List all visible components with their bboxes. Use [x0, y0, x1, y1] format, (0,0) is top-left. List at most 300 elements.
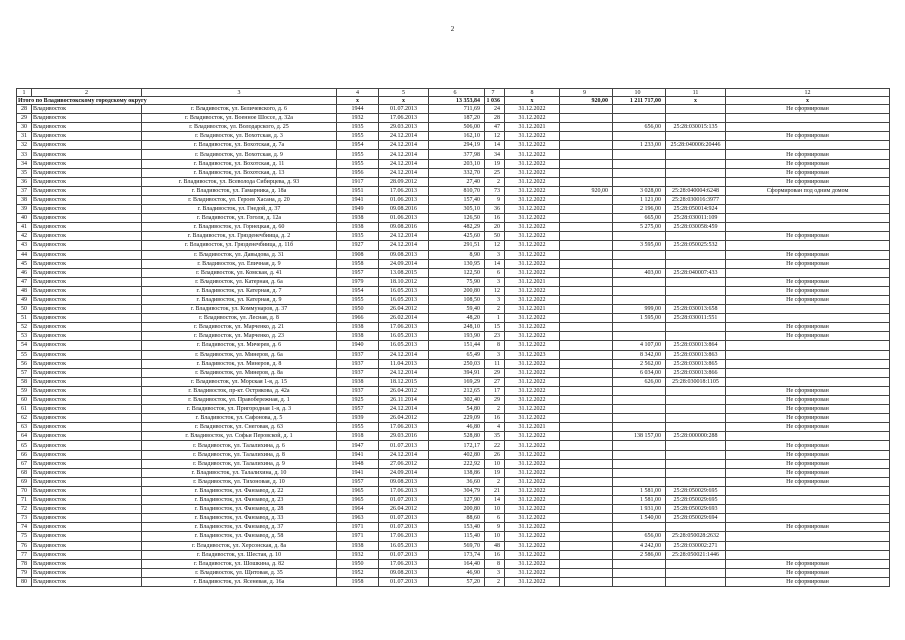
table-cell: Владивосток: [32, 323, 142, 332]
table-cell: 3 595,00: [613, 241, 666, 250]
table-cell: 1941: [337, 195, 379, 204]
table-cell: 153,40: [429, 523, 485, 532]
table-cell: [560, 477, 613, 486]
table-cell: [726, 550, 890, 559]
table-row: [17, 323, 890, 332]
table-cell: 9: [485, 195, 505, 204]
table-cell: г. Владивосток, ул. Горнецкая, д. 60: [142, 223, 337, 232]
table-cell: [560, 214, 613, 223]
table-cell: 16: [485, 214, 505, 223]
table-cell: 32: [17, 141, 32, 150]
table-cell: 222,92: [429, 459, 485, 468]
table-cell: 35: [485, 432, 505, 441]
table-cell: 23: [485, 332, 505, 341]
table-cell: [666, 159, 726, 168]
table-cell: 425,60: [429, 232, 485, 241]
table-cell: [726, 496, 890, 505]
table-cell: 16: [485, 550, 505, 559]
table-cell: 09.08.2013: [379, 568, 429, 577]
table-cell: [666, 105, 726, 114]
table-cell: 20: [485, 223, 505, 232]
table-cell: [726, 123, 890, 132]
table-cell: [560, 286, 613, 295]
table-cell: 17.06.2013: [379, 486, 429, 495]
table-cell: Владивосток: [32, 141, 142, 150]
table-cell: 31.12.2022: [505, 295, 560, 304]
table-cell: [560, 277, 613, 286]
table-cell: г. Владивосток, ул. Марченко, д. 23: [142, 332, 337, 341]
table-row: [17, 459, 890, 468]
table-cell: [560, 568, 613, 577]
table-cell: 4: [337, 89, 379, 97]
table-cell: [613, 332, 666, 341]
table-cell: 19: [485, 468, 505, 477]
table-cell: 24.09.2014: [379, 259, 429, 268]
table-cell: 1958: [337, 259, 379, 268]
table-cell: Владивосток: [32, 132, 142, 141]
table-cell: 31.12.2022: [505, 541, 560, 550]
table-cell: 11.04.2013: [379, 359, 429, 368]
table-cell: г. Владивосток, ул. Талалихина, д. 6: [142, 441, 337, 450]
table-cell: 42: [17, 232, 32, 241]
table-cell: Владивосток: [32, 532, 142, 541]
table-cell: Не сформирован: [726, 459, 890, 468]
table-row: [17, 386, 890, 395]
table-cell: [613, 286, 666, 295]
table-cell: [613, 405, 666, 414]
table-cell: 17.06.2013: [379, 114, 429, 123]
table-cell: Владивосток: [32, 550, 142, 559]
table-row: [17, 368, 890, 377]
table-cell: 17.06.2013: [379, 323, 429, 332]
table-cell: г. Владивосток, ул. Володарского, д. 25: [142, 123, 337, 132]
table-cell: [560, 577, 613, 586]
table-cell: 61: [17, 405, 32, 414]
table-cell: 1 121,00: [613, 195, 666, 204]
table-cell: 31.12.2022: [505, 477, 560, 486]
table-cell: 24.09.2014: [379, 468, 429, 477]
table-cell: Не сформирован: [726, 159, 890, 168]
table-cell: [726, 305, 890, 314]
table-cell: 2: [485, 405, 505, 414]
table-cell: 2: [485, 177, 505, 186]
table-cell: 200,80: [429, 286, 485, 295]
table-row: [17, 396, 890, 405]
table-cell: 250,03: [429, 359, 485, 368]
table-cell: [613, 232, 666, 241]
table-row: [17, 177, 890, 186]
table-cell: г. Владивосток, ул. Фанзавод, д. 37: [142, 523, 337, 532]
table-cell: 115,40: [429, 532, 485, 541]
table-cell: Владивосток: [32, 468, 142, 477]
table-cell: [666, 150, 726, 159]
table-cell: Владивосток: [32, 214, 142, 223]
table-cell: г. Владивосток, пр-кт. Острякова, д. 42а: [142, 386, 337, 395]
table-cell: [613, 150, 666, 159]
table-cell: Владивосток: [32, 114, 142, 123]
table-row: [17, 505, 890, 514]
table-cell: Владивосток: [32, 386, 142, 395]
table-cell: 4 107,00: [613, 341, 666, 350]
table-cell: 31.12.2022: [505, 286, 560, 295]
table-cell: г. Владивосток, ул. Коммунаров, д. 37: [142, 305, 337, 314]
table-cell: [560, 132, 613, 141]
table-cell: 14: [485, 141, 505, 150]
table-cell: г. Владивосток, ул. Военное Шоссе, д. 32а: [142, 114, 337, 123]
table-cell: 1917: [337, 177, 379, 186]
table-cell: 24.12.2014: [379, 368, 429, 377]
table-cell: 24: [485, 105, 505, 114]
table-cell: 11: [485, 359, 505, 368]
table-cell: 65,49: [429, 350, 485, 359]
table-cell: г. Владивосток, ул. Правобережная, д. 1: [142, 396, 337, 405]
table-cell: 1949: [337, 205, 379, 214]
table-cell: 54,80: [429, 405, 485, 414]
table-cell: 403,00: [613, 268, 666, 277]
table-cell: Владивосток: [32, 223, 142, 232]
table-cell: 30: [17, 123, 32, 132]
table-cell: 37: [17, 186, 32, 195]
table-cell: Владивосток: [32, 505, 142, 514]
table-cell: 1: [17, 89, 32, 97]
table-cell: 1955: [337, 295, 379, 304]
table-cell: 126,50: [429, 214, 485, 223]
table-cell: 31.12.2022: [505, 223, 560, 232]
table-cell: [560, 377, 613, 386]
table-cell: г. Владивосток, ул. Снеговая, д. 63: [142, 423, 337, 432]
table-cell: 17: [485, 386, 505, 395]
table-cell: [613, 323, 666, 332]
table-cell: г. Владивосток, ул. Давыдова, д. 31: [142, 250, 337, 259]
table-cell: 8: [485, 559, 505, 568]
table-cell: г. Владивосток, ул. Гнедой, д. 37: [142, 205, 337, 214]
table-cell: [560, 114, 613, 123]
table-cell: 71: [17, 496, 32, 505]
table-cell: Владивосток: [32, 177, 142, 186]
table-cell: 31.12.2022: [505, 441, 560, 450]
table-cell: 3: [485, 568, 505, 577]
table-cell: [560, 332, 613, 341]
table-cell: Не сформирован: [726, 468, 890, 477]
table-cell: г. Владивосток, ул. Талалихина, д. 8: [142, 450, 337, 459]
table-cell: 187,20: [429, 114, 485, 123]
table-row: [17, 450, 890, 459]
table-cell: 1938: [337, 223, 379, 232]
table-cell: [560, 496, 613, 505]
table-row: [17, 114, 890, 123]
table-cell: г. Владивосток, ул. Шошкина, д. 82: [142, 559, 337, 568]
table-cell: [666, 259, 726, 268]
table-cell: 31.12.2021: [505, 277, 560, 286]
table-cell: 17.06.2013: [379, 532, 429, 541]
table-cell: г. Владивосток, ул. Всеволода Сибирцева, д. 93: [142, 177, 337, 186]
table-cell: 1 931,00: [613, 505, 666, 514]
table-cell: 24.12.2014: [379, 150, 429, 159]
table-cell: [613, 423, 666, 432]
table-cell: [613, 468, 666, 477]
table-cell: [666, 468, 726, 477]
table-cell: 25:28:040004:6248: [666, 186, 726, 195]
table-cell: 57,20: [429, 577, 485, 586]
table-cell: 3: [142, 89, 337, 97]
table-cell: Не сформирован: [726, 568, 890, 577]
table-cell: 9: [560, 89, 613, 97]
table-cell: 24.12.2014: [379, 232, 429, 241]
table-cell: 1965: [337, 486, 379, 495]
table-cell: 1: [485, 314, 505, 323]
houses-table: [16, 88, 890, 587]
table-cell: 1 581,00: [613, 486, 666, 495]
table-cell: 16: [485, 414, 505, 423]
table-cell: [613, 568, 666, 577]
total-row: [17, 97, 890, 105]
table-cell: 80: [17, 577, 32, 586]
table-cell: 482,29: [429, 223, 485, 232]
table-cell: г. Владивосток, ул. Херсонская, д. 8а: [142, 541, 337, 550]
table-cell: Владивосток: [32, 305, 142, 314]
table-cell: 01.06.2013: [379, 214, 429, 223]
table-cell: 01.07.2013: [379, 441, 429, 450]
table-cell: г. Владивосток, ул. Катерная, д. 9: [142, 295, 337, 304]
table-cell: [560, 450, 613, 459]
table-cell: 1966: [337, 314, 379, 323]
table-cell: 54: [17, 341, 32, 350]
table-cell: [613, 577, 666, 586]
table-cell: [560, 350, 613, 359]
table-row: [17, 405, 890, 414]
table-cell: x: [379, 97, 429, 105]
table-cell: 59,40: [429, 305, 485, 314]
table-cell: 31.12.2022: [505, 468, 560, 477]
table-cell: 3 028,00: [613, 186, 666, 195]
table-cell: [726, 377, 890, 386]
table-cell: 8: [485, 341, 505, 350]
table-cell: 1964: [337, 505, 379, 514]
table-cell: 200,80: [429, 505, 485, 514]
table-cell: [726, 195, 890, 204]
table-cell: Владивосток: [32, 359, 142, 368]
table-cell: г. Владивосток, ул. Грязденечбиица, д. 2: [142, 232, 337, 241]
table-cell: 26: [485, 450, 505, 459]
table-cell: 43: [17, 241, 32, 250]
table-cell: 33: [17, 150, 32, 159]
table-cell: 294,19: [429, 141, 485, 150]
table-cell: 1939: [337, 414, 379, 423]
table-cell: г. Владивосток, ул. Пригородная 1-я, д. 3: [142, 405, 337, 414]
table-cell: [726, 223, 890, 232]
table-row: [17, 241, 890, 250]
table-cell: г. Владивосток, ул. Щитовая, д. 35: [142, 568, 337, 577]
table-cell: 1955: [337, 150, 379, 159]
table-cell: г. Владивосток, ул. Фанзавод, д. 23: [142, 496, 337, 505]
table-cell: [613, 159, 666, 168]
table-cell: 10: [485, 532, 505, 541]
table-cell: 09.08.2016: [379, 205, 429, 214]
table-cell: г. Владивосток, ул. Грязденечбиица, д. 11б: [142, 241, 337, 250]
table-cell: 31.12.2022: [505, 396, 560, 405]
table-cell: 41: [17, 223, 32, 232]
table-cell: 1941: [337, 468, 379, 477]
table-cell: Не сформирован: [726, 259, 890, 268]
table-cell: 31.12.2022: [505, 341, 560, 350]
table-cell: [726, 350, 890, 359]
table-cell: 1937: [337, 368, 379, 377]
table-cell: Не сформирован: [726, 477, 890, 486]
table-cell: [726, 359, 890, 368]
table-cell: 31.12.2022: [505, 314, 560, 323]
table-cell: 45: [17, 259, 32, 268]
table-row: [17, 214, 890, 223]
table-cell: x: [505, 97, 560, 105]
table-cell: [560, 523, 613, 532]
table-cell: Владивосток: [32, 268, 142, 277]
table-cell: Владивосток: [32, 350, 142, 359]
table-cell: 8 342,00: [613, 350, 666, 359]
table-cell: г. Владивосток, ул. Софьи Перовской, д. 1: [142, 432, 337, 441]
table-cell: [560, 441, 613, 450]
table-cell: 47: [17, 277, 32, 286]
table-cell: 34: [17, 159, 32, 168]
table-cell: Владивосток: [32, 195, 142, 204]
table-row: [17, 232, 890, 241]
table-cell: [726, 241, 890, 250]
table-cell: 12: [485, 286, 505, 295]
table-cell: 2: [485, 477, 505, 486]
table-cell: Не сформирован: [726, 132, 890, 141]
table-cell: Владивосток: [32, 396, 142, 405]
table-cell: [666, 414, 726, 423]
table-cell: 24.12.2014: [379, 350, 429, 359]
table-cell: г. Владивосток, ул. Минеров, д. 8а: [142, 368, 337, 377]
table-cell: [613, 459, 666, 468]
table-row: [17, 423, 890, 432]
table-cell: 48,20: [429, 314, 485, 323]
table-cell: Владивосток: [32, 514, 142, 523]
table-cell: 36: [485, 205, 505, 214]
table-row: [17, 332, 890, 341]
table-cell: 248,10: [429, 323, 485, 332]
table-cell: Владивосток: [32, 577, 142, 586]
table-cell: 25:28:030058:459: [666, 223, 726, 232]
table-cell: г. Владивосток, ул. Талалихина, д. 10: [142, 468, 337, 477]
table-cell: x: [337, 97, 379, 105]
table-cell: 31.12.2022: [505, 150, 560, 159]
table-cell: 51: [17, 314, 32, 323]
table-cell: [560, 559, 613, 568]
table-cell: [666, 277, 726, 286]
table-cell: [613, 414, 666, 423]
table-cell: Владивосток: [32, 423, 142, 432]
table-cell: [560, 314, 613, 323]
table-cell: Владивосток: [32, 123, 142, 132]
table-cell: [560, 150, 613, 159]
table-cell: [666, 559, 726, 568]
table-cell: 01.07.2013: [379, 550, 429, 559]
table-cell: 16.05.2013: [379, 295, 429, 304]
table-cell: [560, 550, 613, 559]
table-cell: г. Владивосток, ул. Вохотская, д. 9: [142, 150, 337, 159]
table-cell: 78: [17, 559, 32, 568]
table-cell: 212,65: [429, 386, 485, 395]
table-cell: [726, 268, 890, 277]
table-cell: Не сформирован: [726, 277, 890, 286]
table-cell: Не сформирован: [726, 232, 890, 241]
table-cell: Не сформирован: [726, 332, 890, 341]
table-cell: [666, 459, 726, 468]
table-cell: [726, 505, 890, 514]
table-cell: 31.12.2022: [505, 205, 560, 214]
table-row: [17, 314, 890, 323]
table-cell: [726, 341, 890, 350]
table-row: [17, 341, 890, 350]
table-cell: 17.06.2013: [379, 559, 429, 568]
table-cell: Не сформирован: [726, 396, 890, 405]
table-row: [17, 195, 890, 204]
table-cell: Владивосток: [32, 486, 142, 495]
table-cell: Владивосток: [32, 250, 142, 259]
table-cell: 48: [485, 541, 505, 550]
table-cell: г. Владивосток, ул. Фанзавод, д. 58: [142, 532, 337, 541]
table-cell: 1918: [337, 432, 379, 441]
table-cell: 31.12.2022: [505, 386, 560, 395]
table-cell: 25:28:000000:288: [666, 432, 726, 441]
table-cell: [666, 332, 726, 341]
table-cell: [560, 232, 613, 241]
table-cell: [560, 468, 613, 477]
table-cell: [613, 114, 666, 123]
table-row: [17, 377, 890, 386]
table-cell: 5 275,00: [613, 223, 666, 232]
table-cell: 14: [485, 496, 505, 505]
table-cell: 394,91: [429, 368, 485, 377]
table-cell: [560, 514, 613, 523]
table-row: [17, 432, 890, 441]
table-cell: Владивосток: [32, 496, 142, 505]
table-cell: Не сформирован: [726, 250, 890, 259]
table-cell: 56: [17, 359, 32, 368]
table-cell: 14: [485, 259, 505, 268]
table-cell: 28: [17, 105, 32, 114]
table-cell: 75: [17, 532, 32, 541]
table-cell: 3: [485, 277, 505, 286]
table-cell: [726, 214, 890, 223]
table-cell: x: [726, 97, 890, 105]
table-cell: г. Владивосток, ул. Минеров, д. 8: [142, 359, 337, 368]
table-cell: 31.12.2022: [505, 532, 560, 541]
table-cell: Владивосток: [32, 541, 142, 550]
table-cell: 7: [485, 89, 505, 97]
table-cell: 656,00: [613, 123, 666, 132]
table-cell: 16.05.2013: [379, 332, 429, 341]
table-cell: Владивосток: [32, 523, 142, 532]
table-cell: 25:28:030015:135: [666, 123, 726, 132]
table-row: [17, 259, 890, 268]
table-cell: [613, 559, 666, 568]
table-cell: 11: [666, 89, 726, 97]
table-cell: 29: [485, 396, 505, 405]
table-cell: 31.12.2022: [505, 568, 560, 577]
table-cell: 25:28:030013:863: [666, 350, 726, 359]
table-cell: 1935: [337, 123, 379, 132]
table-cell: Владивосток: [32, 405, 142, 414]
table-row: [17, 295, 890, 304]
table-cell: 24.12.2014: [379, 168, 429, 177]
table-cell: [666, 450, 726, 459]
table-cell: 16.05.2013: [379, 541, 429, 550]
table-cell: [560, 341, 613, 350]
table-cell: [726, 541, 890, 550]
table-cell: [613, 259, 666, 268]
